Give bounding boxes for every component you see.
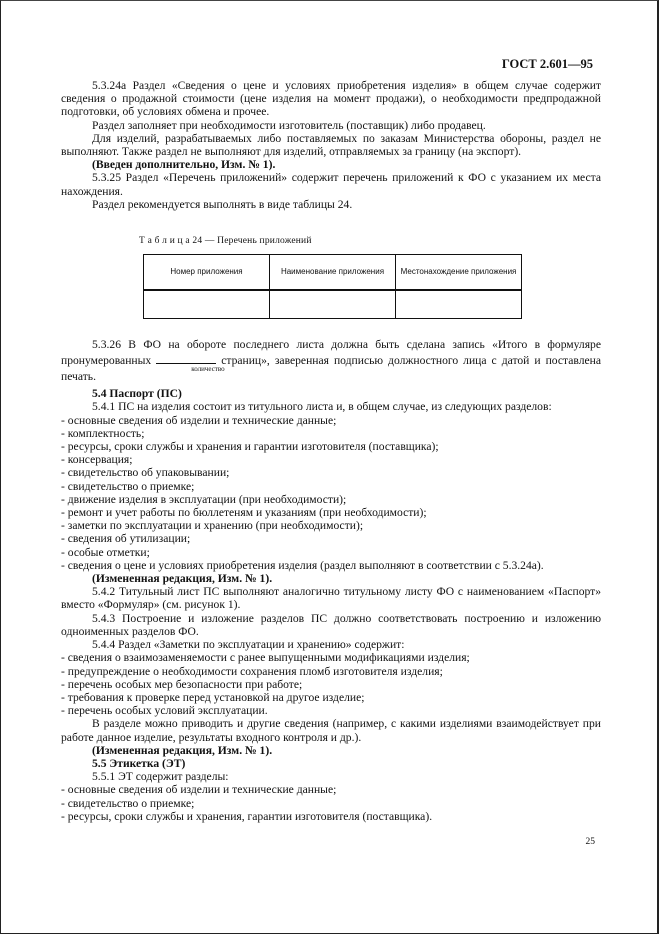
- paragraph: - свидетельство об упаковывании;: [61, 466, 230, 480]
- paragraph-5-3-26: [61, 337, 601, 385]
- quantity-blank: [156, 353, 225, 374]
- paragraph: - свидетельство о приемке;: [61, 479, 195, 493]
- paragraph: - перечень особых условий эксплуатации.: [61, 704, 268, 718]
- paragraph: - требования к проверке перед установкой на другое изделие;: [61, 690, 365, 704]
- table-24-header-row: [144, 255, 522, 291]
- paragraph: 5.4.1 ПС на изделия состоит из титульного листа и, в общем случае, из следующих разделов:: [92, 400, 552, 414]
- paragraph: - особые отметки;: [61, 545, 150, 559]
- paragraph: - консервация;: [61, 453, 133, 467]
- paragraph: 5.4.4 Раздел «Заметки по эксплуатации и хранению» содержит:: [92, 638, 405, 652]
- paragraph: (Измененная редакция, Изм. № 1).: [92, 572, 273, 586]
- table-24-header-number: Номер приложения: [144, 255, 270, 291]
- paragraph: - свидетельство о приемке;: [61, 796, 195, 810]
- paragraph-5-3-26-part1: 5.3.26 В ФО на обороте последнего листа должна быть сделана запись «Итого в формуляре пронумерованных: [61, 338, 601, 368]
- table-24: [143, 254, 522, 319]
- page-content: [61, 79, 601, 823]
- paragraph: 5.3.25 Раздел «Перечень приложений» содержит перечень приложений к ФО с указанием их места нахождения.: [61, 171, 601, 198]
- paragraph: Раздел заполняет при необходимости изготовитель (поставщик) либо продавец.: [92, 118, 486, 132]
- paragraphs-top: [61, 79, 601, 211]
- paragraph: - сведения об утилизации;: [61, 532, 191, 546]
- table-24-empty-row: [144, 290, 522, 319]
- paragraph: 5.4.3 Построение и изложение разделов ПС должно соответствовать построению и изложению одноименных разделов ФО.: [61, 611, 601, 638]
- quantity-blank-note: количество: [191, 365, 225, 374]
- paragraph: - комплектность;: [61, 426, 145, 440]
- paragraph: (Введен дополнительно, Изм. № 1).: [92, 158, 276, 172]
- table-24-header-name: Наименование приложения: [270, 255, 396, 291]
- paragraph: - сведения о взаимозаменяемости с ранее выпущенными модификациями изделия;: [61, 651, 470, 665]
- document-code: ГОСТ 2.601—95: [501, 57, 593, 71]
- paragraph: - основные сведения об изделии и технические данные;: [61, 413, 337, 427]
- paragraph: - ресурсы, сроки службы и хранения и гарантии изготовителя (поставщика);: [61, 440, 439, 454]
- paragraph: 5.4.2 Титульный лист ПС выполняют аналогично титульному листу ФО с наименованием «Паспорт» вместо «Формуляр» (см. рисунок 1).: [61, 585, 601, 612]
- table-24-cell: [396, 290, 522, 319]
- page-number: 25: [585, 837, 595, 847]
- paragraph: Раздел рекомендуется выполнять в виде таблицы 24.: [92, 197, 353, 211]
- table-24-header-location: Местонахождение приложения: [396, 255, 522, 291]
- paragraph: - перечень особых мер безопасности при работе;: [61, 677, 303, 691]
- paragraph: Для изделий, разрабатываемых либо поставляемых по заказам Министерства обороны, раздел не выполняют. Также раздел не выполняют для изделий, отправляемых за границу (на экспорт).: [61, 131, 601, 159]
- paragraph: - заметки по эксплуатации и хранению (при необходимости);: [61, 519, 364, 533]
- paragraph-5-3-26-part2: страниц», заверенная подписью должностного лица с датой и поставлена печать.: [61, 354, 601, 384]
- paragraph: - движение изделия в эксплуатации (при необходимости);: [61, 492, 347, 506]
- paragraph: - ремонт и учет работы по бюллетеням и указаниям (при необходимости);: [61, 506, 427, 520]
- paragraph: 5.3.24а Раздел «Сведения о цене и условиях приобретения изделия» в общем случае содержит сведения о продажной стоимости (цене изделия на момент продажи), о необходимости предпродажной подготовки, об условиях обмена и прочее.: [61, 79, 601, 119]
- paragraph: 5.5.1 ЭТ содержит разделы:: [92, 770, 229, 784]
- table-24-cell: [144, 290, 270, 319]
- paragraph: - предупреждение о необходимости сохранения пломб изготовителя изделия;: [61, 664, 443, 678]
- paragraph: (Измененная редакция, Изм. № 1).: [92, 743, 273, 757]
- paragraph: - сведения о цене и условиях приобретения изделия (раздел выполняют в соответствии с 5.3.24а).: [61, 558, 544, 572]
- paragraph: 5.4 Паспорт (ПС): [92, 387, 182, 401]
- paragraph: - ресурсы, сроки службы и хранения, гарантии изготовителя (поставщика).: [61, 809, 433, 823]
- paragraph: 5.5 Этикетка (ЭТ): [92, 756, 186, 770]
- table-24-cell: [270, 290, 396, 319]
- paragraph: В разделе можно приводить и другие сведения (например, с какими изделиями взаимодействует при работе данное изделие, результаты входного контроля и др.).: [61, 717, 601, 744]
- paragraphs-bottom: [61, 387, 601, 823]
- table-24-caption: Т а б л и ц а 24 — Перечень приложений: [139, 236, 312, 247]
- paragraph: - основные сведения об изделии и технические данные;: [61, 783, 337, 797]
